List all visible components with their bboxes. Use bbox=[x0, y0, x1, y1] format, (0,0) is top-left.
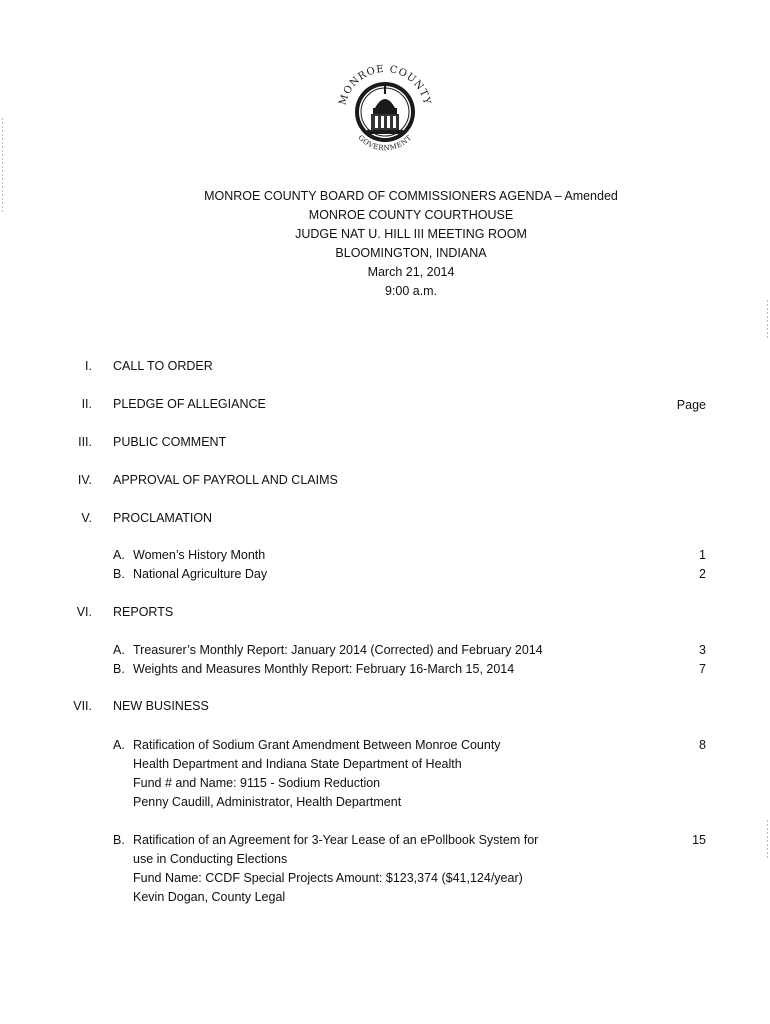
section-title: PROCLAMATION bbox=[113, 511, 213, 525]
item-fund: Fund # and Name: 9115 - Sodium Reduction bbox=[133, 776, 381, 790]
scan-edge-artifact bbox=[767, 820, 768, 860]
item-page-number: 15 bbox=[692, 833, 706, 847]
item-contact: Kevin Dogan, County Legal bbox=[133, 890, 286, 904]
item-letter: A. bbox=[113, 548, 125, 562]
seal-bottom-text: GOVERNMENT bbox=[356, 133, 414, 153]
item-contact: Penny Caudill, Administrator, Health Department bbox=[133, 795, 402, 809]
item-letter: A. bbox=[113, 738, 125, 752]
item-title: National Agriculture Day bbox=[133, 567, 268, 581]
section-number: III. bbox=[78, 435, 92, 449]
item-title: Weights and Measures Monthly Report: February 16-March 15, 2014 bbox=[133, 662, 515, 676]
county-seal-logo bbox=[331, 56, 439, 166]
item-letter: B. bbox=[113, 833, 125, 847]
item-fund: Fund Name: CCDF Special Projects Amount: $123,374 ($41,124/year) bbox=[133, 871, 523, 885]
item-letter: B. bbox=[113, 662, 125, 676]
section-title: PLEDGE OF ALLEGIANCE bbox=[113, 397, 266, 411]
section-number: II. bbox=[81, 397, 92, 411]
section-title: REPORTS bbox=[113, 605, 174, 619]
item-page-number: 3 bbox=[699, 643, 706, 657]
item-title: Treasurer’s Monthly Report: January 2014 (Corrected) and February 2014 bbox=[133, 643, 543, 657]
seal-top-text: MONROE COUNTY bbox=[337, 63, 433, 107]
section-number: VI. bbox=[76, 605, 92, 619]
venue-name: MONROE COUNTY COURTHOUSE bbox=[308, 208, 514, 222]
item-page-number: 7 bbox=[699, 662, 706, 676]
item-detail: use in Conducting Elections bbox=[133, 852, 288, 866]
section-title: PUBLIC COMMENT bbox=[113, 435, 227, 449]
section-title: CALL TO ORDER bbox=[113, 359, 213, 373]
meeting-room: JUDGE NAT U. HILL III MEETING ROOM bbox=[295, 227, 527, 241]
item-detail: Health Department and Indiana State Department of Health bbox=[133, 757, 462, 771]
page-column-label: Page bbox=[676, 398, 706, 412]
section-number: IV. bbox=[77, 473, 92, 487]
scan-edge-artifact bbox=[767, 300, 768, 340]
item-letter: A. bbox=[113, 643, 125, 657]
city-state: BLOOMINGTON, INDIANA bbox=[335, 246, 487, 260]
agenda-header bbox=[0, 187, 770, 301]
item-page-number: 8 bbox=[699, 738, 706, 752]
item-page-number: 1 bbox=[699, 548, 706, 562]
meeting-date: March 21, 2014 bbox=[367, 265, 455, 279]
item-page-number: 2 bbox=[699, 567, 706, 581]
section-number: VII. bbox=[73, 699, 92, 713]
meeting-time: 9:00 a.m. bbox=[384, 284, 438, 298]
section-title: APPROVAL OF PAYROLL AND CLAIMS bbox=[113, 473, 338, 487]
item-title: Ratification of an Agreement for 3-Year Lease of an ePollbook System for bbox=[133, 833, 539, 847]
section-title: NEW BUSINESS bbox=[113, 699, 209, 713]
item-title: Ratification of Sodium Grant Amendment Between Monroe County bbox=[133, 738, 501, 752]
agenda-title: MONROE COUNTY BOARD OF COMMISSIONERS AGENDA – Amended bbox=[204, 189, 618, 203]
section-number: V. bbox=[81, 511, 92, 525]
section-number: I. bbox=[85, 359, 92, 373]
item-letter: B. bbox=[113, 567, 125, 581]
item-title: Women’s History Month bbox=[133, 548, 266, 562]
